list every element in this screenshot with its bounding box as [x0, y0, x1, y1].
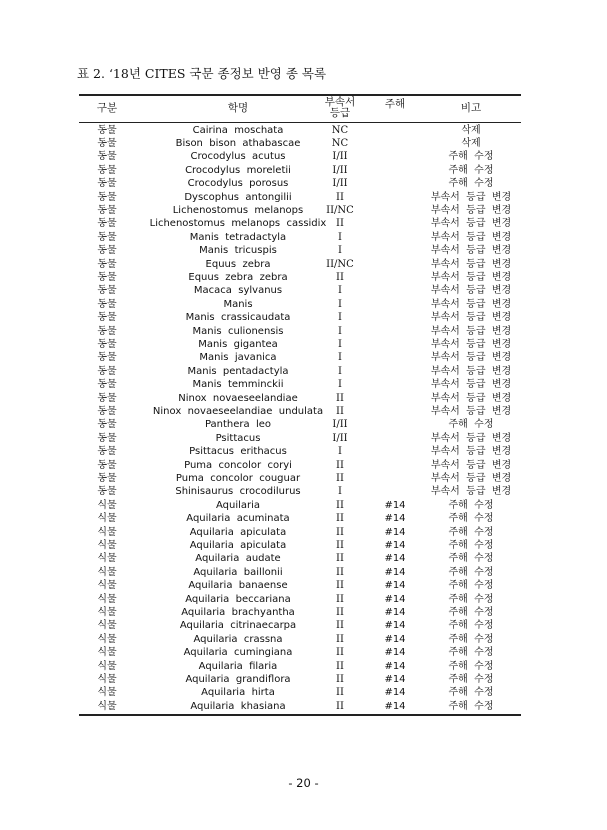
cell-category: 식물	[97, 513, 117, 525]
cell-remarks: 주해 수정	[448, 687, 494, 699]
table-row	[79, 392, 521, 405]
cell-remarks: 주해 수정	[448, 673, 494, 685]
cell-appendix: II	[336, 459, 344, 471]
table-row	[79, 646, 521, 659]
cell-category: 식물	[97, 687, 117, 699]
cell-category: 동물	[97, 204, 117, 216]
cell-remarks: 부속서 등급 변경	[430, 405, 512, 417]
cell-scientific-name: Manis	[223, 298, 253, 310]
cell-category: 식물	[97, 539, 117, 551]
cell-remarks: 부속서 등급 변경	[430, 446, 512, 458]
cell-annotation: #14	[384, 606, 406, 618]
table-row	[79, 566, 521, 579]
table-row	[79, 539, 521, 552]
table-row	[79, 686, 521, 699]
cell-annotation: #14	[384, 566, 406, 578]
cell-category: 동물	[97, 419, 117, 431]
header-category: 구분	[96, 102, 118, 114]
cell-appendix: II	[336, 472, 344, 484]
cell-appendix: II	[336, 539, 344, 551]
cell-scientific-name: Aquilaria apiculata	[189, 539, 287, 551]
cell-scientific-name: Aquilaria acuminata	[186, 513, 290, 525]
cell-annotation: #14	[384, 499, 406, 511]
cell-category: 동물	[97, 365, 117, 377]
cell-remarks: 주해 수정	[448, 700, 494, 712]
cell-remarks: 삭제	[461, 124, 481, 136]
cell-category: 식물	[97, 580, 117, 592]
cell-remarks: 주해 수정	[448, 164, 494, 176]
cell-remarks: 부속서 등급 변경	[430, 218, 512, 230]
table-row	[79, 191, 521, 204]
table-bottom-rule	[79, 714, 521, 716]
cell-category: 동물	[97, 218, 117, 230]
table-row	[79, 177, 521, 190]
cell-category: 동물	[97, 258, 117, 270]
cell-appendix: II	[336, 673, 344, 685]
cell-appendix: I/II	[332, 419, 348, 431]
cell-remarks: 부속서 등급 변경	[430, 459, 512, 471]
cell-scientific-name: Panthera leo	[204, 419, 272, 431]
table-row	[79, 485, 521, 498]
cell-remarks: 삭제	[461, 137, 481, 149]
cell-remarks: 주해 수정	[448, 526, 494, 538]
cell-remarks: 부속서 등급 변경	[430, 231, 512, 243]
table-row	[79, 619, 521, 632]
table-row	[79, 445, 521, 458]
table-row	[79, 311, 521, 324]
cell-annotation: #14	[384, 620, 406, 632]
cell-annotation: #14	[384, 553, 406, 565]
cell-scientific-name: Manis temminckii	[192, 379, 284, 391]
cell-appendix: II	[336, 499, 344, 511]
cell-category: 동물	[97, 405, 117, 417]
cell-scientific-name: Aquilaria	[215, 499, 261, 511]
cell-category: 동물	[97, 446, 117, 458]
table-row	[79, 552, 521, 565]
cell-category: 식물	[97, 553, 117, 565]
cell-category: 동물	[97, 459, 117, 471]
cell-scientific-name: Aquilaria hirta	[201, 687, 275, 699]
cell-appendix: I/II	[332, 178, 348, 190]
cell-appendix: I/II	[332, 151, 348, 163]
table-row	[79, 459, 521, 472]
cell-scientific-name: Aquilaria baillonii	[193, 566, 283, 578]
header-appendix-line2: 등급	[329, 107, 351, 119]
cell-remarks: 부속서 등급 변경	[430, 204, 512, 216]
cell-appendix: NC	[331, 124, 349, 136]
cell-appendix: II	[336, 633, 344, 645]
cell-scientific-name: Equus zebra	[205, 258, 271, 270]
cell-category: 동물	[97, 472, 117, 484]
cell-category: 동물	[97, 164, 117, 176]
cell-category: 동물	[97, 124, 117, 136]
cell-scientific-name: Psittacus	[215, 432, 261, 444]
cell-scientific-name: Crocodylus porosus	[187, 178, 289, 190]
table-row	[79, 137, 521, 150]
cell-category: 동물	[97, 151, 117, 163]
table-row	[79, 231, 521, 244]
cell-category: 동물	[97, 191, 117, 203]
header-appendix-line1: 부속서	[324, 96, 356, 108]
cell-appendix: II	[336, 620, 344, 632]
cell-scientific-name: Puma concolor couguar	[175, 472, 301, 484]
cell-appendix: II	[336, 553, 344, 565]
cell-scientific-name: Crocodylus acutus	[190, 151, 286, 163]
cell-appendix: II	[336, 218, 344, 230]
cell-appendix: II/NC	[326, 204, 354, 216]
cell-category: 동물	[97, 285, 117, 297]
cell-category: 동물	[97, 432, 117, 444]
table-title: 표 2. ‘18년 CITES 국문 종정보 반영 종 목록	[77, 66, 327, 81]
table-row	[79, 365, 521, 378]
cell-remarks: 주해 수정	[448, 178, 494, 190]
cell-scientific-name: Crocodylus moreletii	[185, 164, 291, 176]
cell-remarks: 부속서 등급 변경	[430, 338, 512, 350]
cell-remarks: 부속서 등급 변경	[430, 352, 512, 364]
table-header	[79, 94, 521, 124]
cell-appendix: I	[338, 446, 342, 458]
cell-category: 동물	[97, 338, 117, 350]
cell-category: 식물	[97, 660, 117, 672]
cell-appendix: I	[338, 285, 342, 297]
table-row	[79, 244, 521, 257]
cell-remarks: 주해 수정	[448, 566, 494, 578]
cell-annotation: #14	[384, 660, 406, 672]
cell-appendix: I/II	[332, 432, 348, 444]
cell-annotation: #14	[384, 580, 406, 592]
cell-remarks: 부속서 등급 변경	[430, 258, 512, 270]
cell-annotation: #14	[384, 673, 406, 685]
header-remarks: 비고	[460, 102, 482, 114]
cell-remarks: 부속서 등급 변경	[430, 285, 512, 297]
cell-scientific-name: Aquilaria citrinaecarpa	[179, 620, 297, 632]
cell-category: 식물	[97, 633, 117, 645]
cell-scientific-name: Manis pentadactyla	[187, 365, 289, 377]
cell-scientific-name: Dyscophus antongilii	[184, 191, 292, 203]
cell-appendix: I	[338, 325, 342, 337]
cell-appendix: II	[336, 647, 344, 659]
cell-appendix: II	[336, 405, 344, 417]
table-row	[79, 298, 521, 311]
cell-annotation: #14	[384, 700, 406, 712]
cell-remarks: 주해 수정	[448, 151, 494, 163]
table-row	[79, 673, 521, 686]
cell-annotation: #14	[384, 687, 406, 699]
cell-remarks: 주해 수정	[448, 593, 494, 605]
cell-category: 동물	[97, 312, 117, 324]
cell-appendix: II/NC	[326, 258, 354, 270]
cell-remarks: 부속서 등급 변경	[430, 486, 512, 498]
cell-scientific-name: Aquilaria cumingiana	[183, 647, 293, 659]
cell-scientific-name: Ninox novaeseelandiae undulata	[152, 405, 324, 417]
cell-appendix: I	[338, 245, 342, 257]
cell-remarks: 주해 수정	[448, 606, 494, 618]
cell-appendix: I	[338, 486, 342, 498]
table-row	[79, 633, 521, 646]
cell-appendix: II	[336, 660, 344, 672]
header-scientific-name: 학명	[227, 102, 249, 114]
cell-remarks: 주해 수정	[448, 580, 494, 592]
cell-remarks: 주해 수정	[448, 499, 494, 511]
table-row	[79, 700, 521, 713]
cell-remarks: 부속서 등급 변경	[430, 245, 512, 257]
cell-category: 동물	[97, 271, 117, 283]
cell-category: 동물	[97, 298, 117, 310]
cell-category: 동물	[97, 137, 117, 149]
cell-scientific-name: Manis gigantea	[198, 338, 278, 350]
cell-scientific-name: Aquilaria apiculata	[189, 526, 287, 538]
cell-annotation: #14	[384, 539, 406, 551]
cell-appendix: II	[336, 700, 344, 712]
cell-remarks: 주해 수정	[448, 419, 494, 431]
cell-remarks: 주해 수정	[448, 553, 494, 565]
cell-scientific-name: Cairina moschata	[192, 124, 284, 136]
cell-remarks: 부속서 등급 변경	[430, 472, 512, 484]
cell-category: 식물	[97, 566, 117, 578]
table-row	[79, 325, 521, 338]
cell-scientific-name: Lichenostomus melanops	[172, 204, 304, 216]
table-row	[79, 405, 521, 418]
cell-scientific-name: Ninox novaeseelandiae	[178, 392, 298, 404]
table-row	[79, 526, 521, 539]
cell-annotation: #14	[384, 593, 406, 605]
table-row	[79, 284, 521, 297]
cell-remarks: 부속서 등급 변경	[430, 325, 512, 337]
cell-scientific-name: Manis tricuspis	[199, 245, 277, 257]
cell-annotation: #14	[384, 513, 406, 525]
header-annotation: 주해	[384, 98, 406, 110]
cell-remarks: 주해 수정	[448, 513, 494, 525]
cell-appendix: II	[336, 566, 344, 578]
cell-appendix: II	[336, 392, 344, 404]
table-row	[79, 271, 521, 284]
cell-appendix: I	[338, 379, 342, 391]
table-row	[79, 499, 521, 512]
cell-appendix: II	[336, 593, 344, 605]
cell-scientific-name: Aquilaria grandiflora	[185, 673, 291, 685]
cell-scientific-name: Manis culionensis	[192, 325, 284, 337]
cell-scientific-name: Shinisaurus crocodilurus	[175, 486, 301, 498]
cell-remarks: 부속서 등급 변경	[430, 271, 512, 283]
table-row	[79, 432, 521, 445]
cell-scientific-name: Manis javanica	[199, 352, 277, 364]
cell-scientific-name: Psittacus erithacus	[189, 446, 287, 458]
cell-category: 동물	[97, 325, 117, 337]
cell-scientific-name: Aquilaria khasiana	[190, 700, 286, 712]
header-appendix	[311, 97, 369, 119]
table-row	[79, 258, 521, 271]
cell-appendix: II	[336, 580, 344, 592]
cell-remarks: 주해 수정	[448, 633, 494, 645]
cell-category: 식물	[97, 620, 117, 632]
cell-remarks: 부속서 등급 변경	[430, 191, 512, 203]
cell-category: 식물	[97, 606, 117, 618]
cell-appendix: I/II	[332, 164, 348, 176]
cell-category: 식물	[97, 700, 117, 712]
table-row	[79, 338, 521, 351]
cell-scientific-name: Aquilaria audate	[195, 553, 281, 565]
table-row	[79, 351, 521, 364]
cell-appendix: NC	[331, 137, 349, 149]
table-row	[79, 606, 521, 619]
cell-appendix: I	[338, 338, 342, 350]
cell-remarks: 주해 수정	[448, 539, 494, 551]
cell-appendix: II	[336, 271, 344, 283]
cell-category: 동물	[97, 178, 117, 190]
cell-scientific-name: Puma concolor coryi	[184, 459, 292, 471]
cell-scientific-name: Bison bison athabascae	[175, 137, 301, 149]
cell-scientific-name: Aquilaria beccariana	[185, 593, 291, 605]
cell-scientific-name: Aquilaria banaense	[188, 580, 288, 592]
cell-category: 식물	[97, 647, 117, 659]
cell-scientific-name: Aquilaria brachyantha	[181, 606, 295, 618]
table-row	[79, 472, 521, 485]
cell-remarks: 부속서 등급 변경	[430, 379, 512, 391]
table-row	[79, 150, 521, 163]
cell-appendix: II	[336, 687, 344, 699]
cell-appendix: II	[336, 526, 344, 538]
cell-scientific-name: Equus zebra zebra	[188, 271, 288, 283]
cell-scientific-name: Macaca sylvanus	[193, 285, 283, 297]
cell-appendix: I	[338, 365, 342, 377]
cell-category: 식물	[97, 673, 117, 685]
cell-category: 동물	[97, 245, 117, 257]
table-row	[79, 378, 521, 391]
table-row	[79, 204, 521, 217]
table-row	[79, 124, 521, 137]
cell-scientific-name: Aquilaria crassna	[193, 633, 283, 645]
table-row	[79, 164, 521, 177]
cell-scientific-name: Lichenostomus melanops cassidix	[149, 218, 327, 230]
cell-appendix: I	[338, 312, 342, 324]
table-row	[79, 593, 521, 606]
cell-remarks: 부속서 등급 변경	[430, 365, 512, 377]
cell-appendix: I	[338, 352, 342, 364]
cell-remarks: 주해 수정	[448, 647, 494, 659]
cell-category: 식물	[97, 526, 117, 538]
cell-remarks: 부속서 등급 변경	[430, 392, 512, 404]
cell-remarks: 부속서 등급 변경	[430, 312, 512, 324]
cell-category: 동물	[97, 486, 117, 498]
cell-category: 식물	[97, 593, 117, 605]
cell-category: 식물	[97, 499, 117, 511]
cell-category: 동물	[97, 379, 117, 391]
cell-appendix: II	[336, 191, 344, 203]
cell-appendix: I	[338, 231, 342, 243]
cell-remarks: 부속서 등급 변경	[430, 432, 512, 444]
cell-scientific-name: Aquilaria filaria	[198, 660, 278, 672]
cell-remarks: 주해 수정	[448, 660, 494, 672]
cell-annotation: #14	[384, 647, 406, 659]
page-number: - 20 -	[288, 776, 319, 790]
cell-scientific-name: Manis tetradactyla	[189, 231, 287, 243]
cell-category: 동물	[97, 231, 117, 243]
cell-category: 동물	[97, 392, 117, 404]
table-row	[79, 660, 521, 673]
cell-annotation: #14	[384, 633, 406, 645]
cell-remarks: 부속서 등급 변경	[430, 298, 512, 310]
table-row	[79, 217, 521, 230]
cell-annotation: #14	[384, 526, 406, 538]
table-row	[79, 579, 521, 592]
cell-appendix: II	[336, 513, 344, 525]
table-row	[79, 512, 521, 525]
cell-remarks: 주해 수정	[448, 620, 494, 632]
table-row	[79, 418, 521, 431]
cell-category: 동물	[97, 352, 117, 364]
cell-scientific-name: Manis crassicaudata	[185, 312, 291, 324]
cell-appendix: II	[336, 606, 344, 618]
cell-appendix: I	[338, 298, 342, 310]
